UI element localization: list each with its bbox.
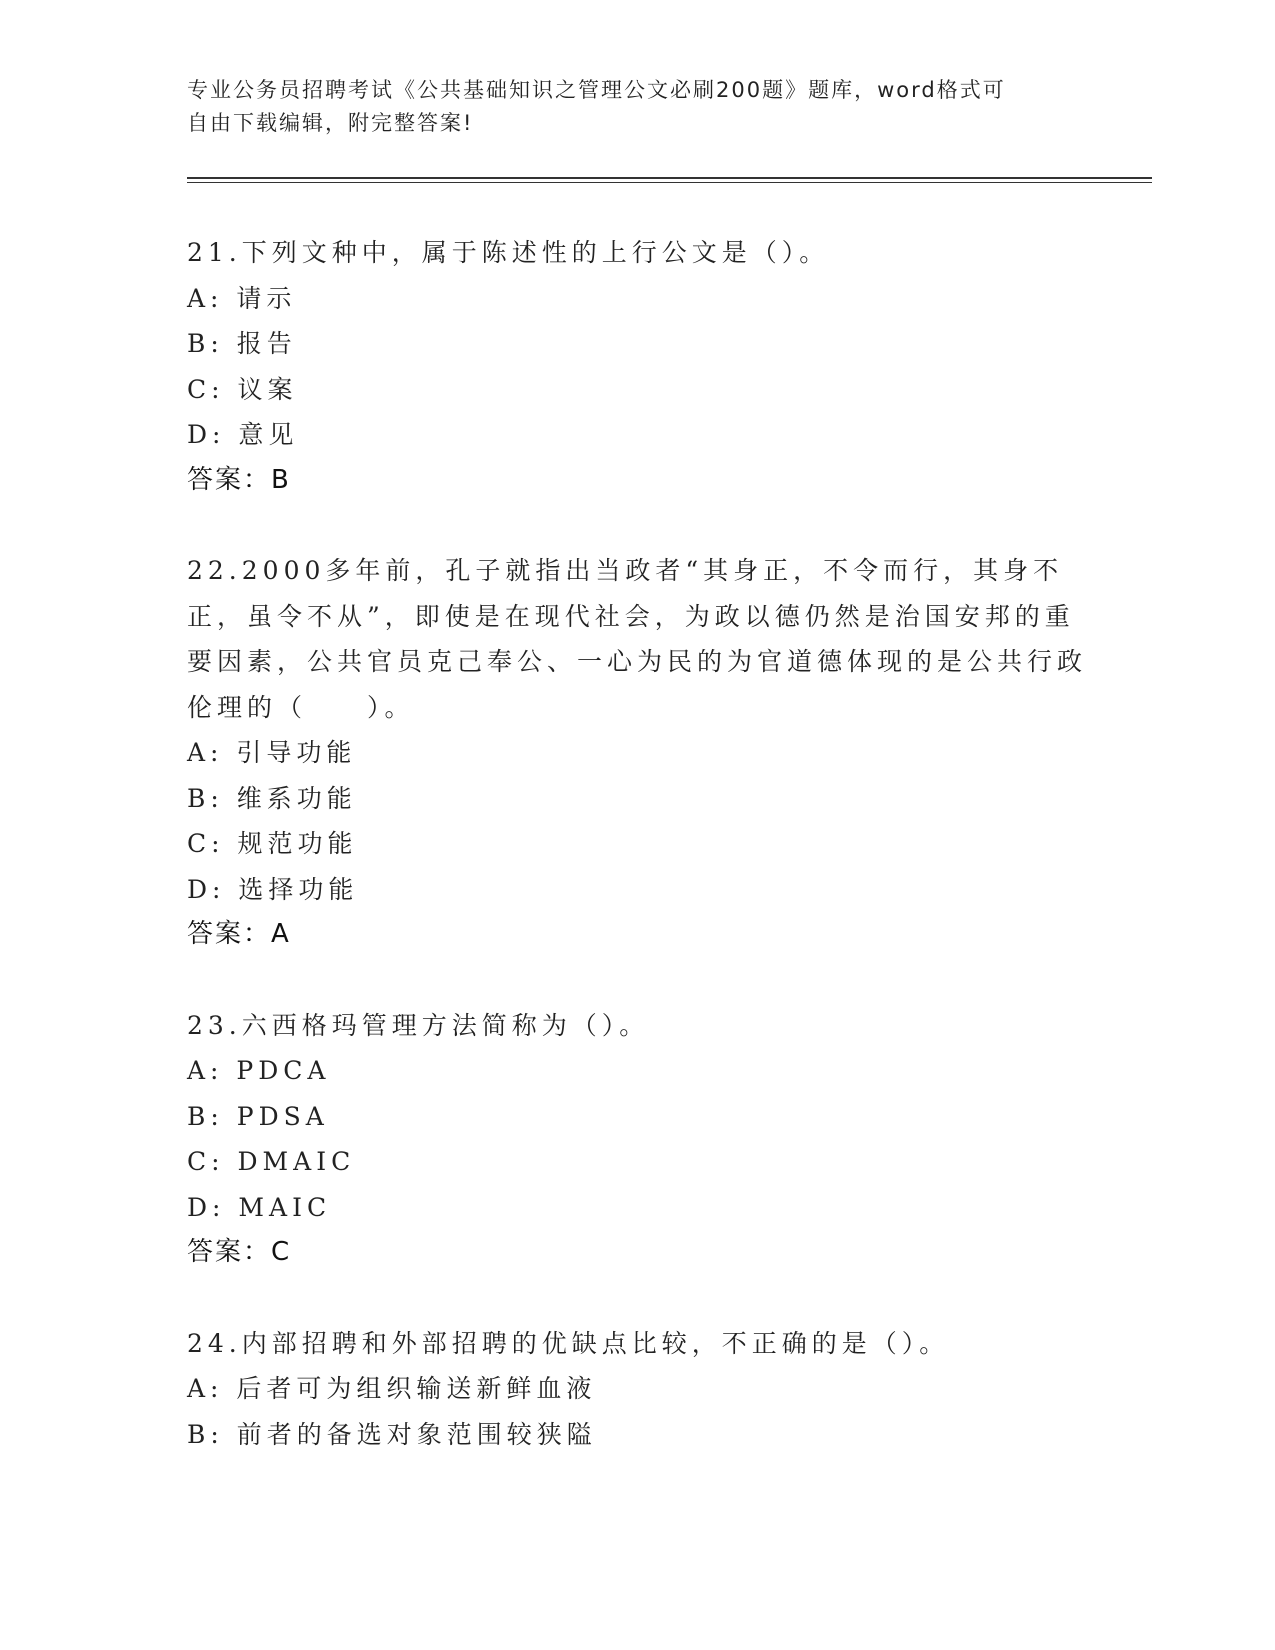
header-divider-thick (187, 177, 1152, 179)
question-text: 23.六西格玛管理方法简称为（）。 (187, 1010, 650, 1040)
option-d: D: 选择功能 (187, 874, 359, 904)
option-a: A: PDCA (187, 1056, 331, 1085)
answer: 答案：B (187, 464, 291, 495)
header-line-2: 自由下载编辑，附完整答案! (187, 111, 474, 135)
option-c: C: 议案 (187, 374, 298, 404)
option-c: C: DMAIC (187, 1147, 356, 1176)
answer: 答案：C (187, 1237, 292, 1267)
header-line-1: 专业公务员招聘考试《公共基础知识之管理公文必刷200题》题库，word格式可 (187, 78, 1006, 102)
question-text: 24.内部招聘和外部招聘的优缺点比较，不正确的是（）。 (187, 1328, 950, 1358)
option-b: B: 维系功能 (187, 783, 357, 813)
question-text: 22.2000多年前，孔子就指出当政者“其身正，不令而行，其身不正，虽令不从”，即使是在现代社会，为政以德仍然是治国安邦的重要因素，公共官员克己奉公、一心为民的为官道德体现的是公共行政伦理的（ ）。 (187, 556, 1088, 722)
option-b: B: 前者的备选对象范围较狭隘 (187, 1419, 597, 1449)
question-list (187, 230, 1087, 1502)
option-a: A: 请示 (187, 283, 297, 313)
question-22 (187, 548, 1087, 958)
option-c: C: 规范功能 (187, 829, 358, 858)
question-text: 21.下列文种中，属于陈述性的上行公文是（）。 (187, 238, 830, 267)
option-a: A: 引导功能 (187, 738, 357, 767)
question-24 (187, 1321, 1087, 1458)
option-a: A: 后者可为组织输送新鲜血液 (187, 1374, 597, 1403)
question-23 (187, 1003, 1087, 1276)
option-d: D: MAIC (187, 1192, 332, 1222)
header-divider-thin (187, 182, 1152, 183)
option-b: B: PDSA (187, 1101, 329, 1131)
question-21 (187, 230, 1087, 503)
document-header (187, 74, 1087, 140)
answer: 答案：A (187, 919, 291, 949)
option-d: D: 意见 (187, 420, 299, 449)
option-b: B: 报告 (187, 329, 297, 358)
